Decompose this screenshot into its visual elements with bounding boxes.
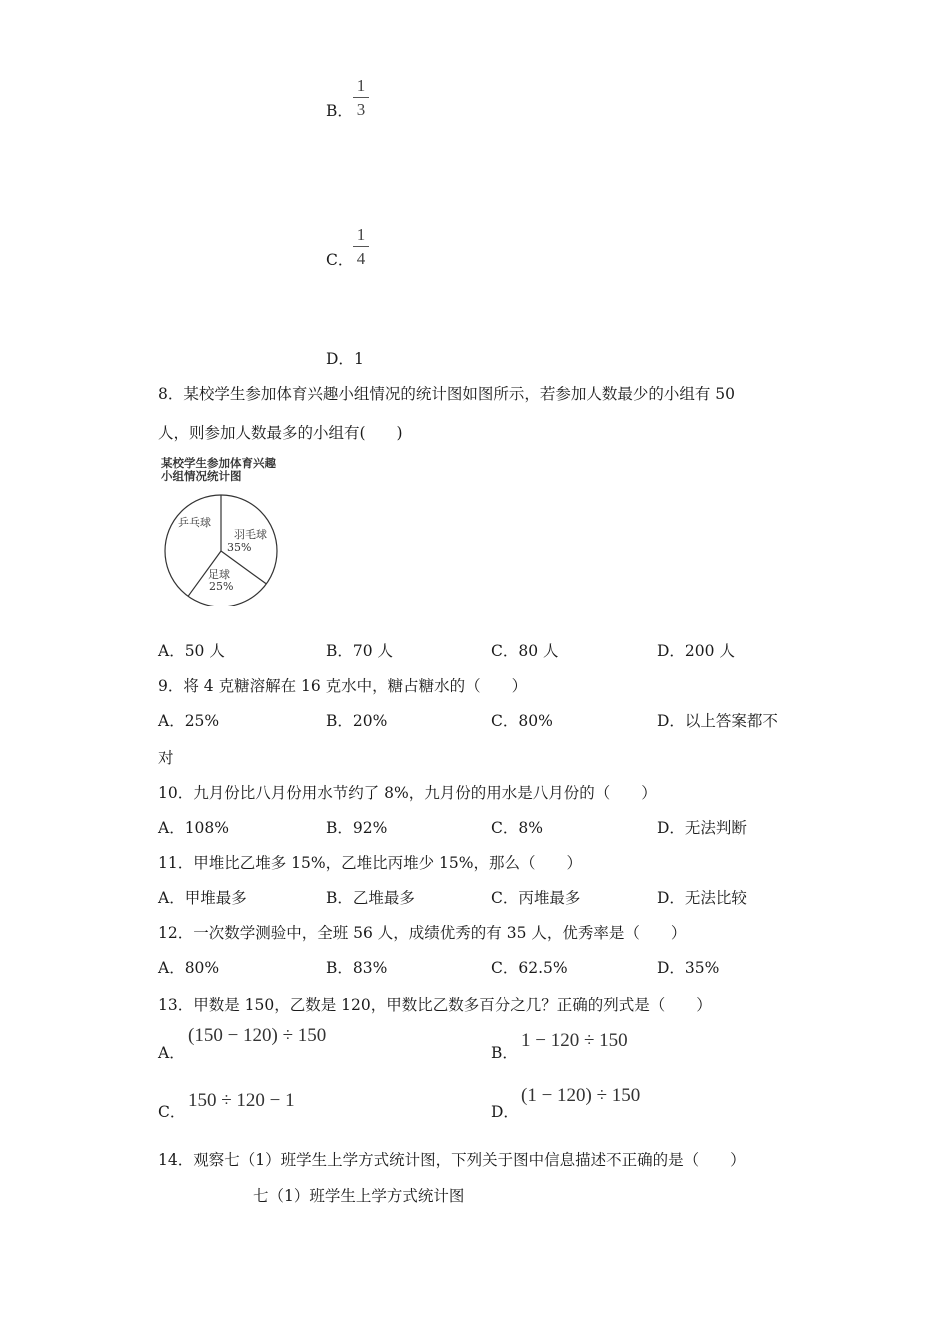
- chart-title-line2: 小组情况统计图: [161, 469, 242, 483]
- q13-option-a-expr: (150 − 120) ÷ 150: [188, 1025, 327, 1046]
- q10-option-a: A．108%: [158, 819, 230, 837]
- fraction-bar: [353, 97, 369, 98]
- q12-option-b: B．83%: [326, 959, 388, 977]
- fraction-denominator: 4: [356, 249, 366, 268]
- q13-option-c-expr: 150 ÷ 120 − 1: [188, 1090, 295, 1111]
- slice-percent-badminton: 35%: [227, 541, 252, 554]
- q13-option-b-label: B．: [491, 1044, 518, 1062]
- q12-option-d: D．35%: [657, 959, 720, 977]
- fraction-numerator: 1: [356, 76, 366, 95]
- fraction-denominator: 3: [356, 100, 366, 119]
- q7-option-d-value: 1: [353, 350, 364, 368]
- fraction-numerator: 1: [356, 225, 366, 244]
- fraction-bar: [353, 246, 369, 247]
- q12-option-a: A．80%: [158, 959, 220, 977]
- q8-option-a: A．50 人: [158, 642, 225, 660]
- q13-option-b-expr: 1 − 120 ÷ 150: [521, 1030, 628, 1051]
- q13-option-d-expr: (1 − 120) ÷ 150: [521, 1085, 641, 1106]
- q8-option-c: C．80 人: [491, 642, 559, 660]
- q8-stem-line2: 人，则参加人数最多的小组有( ): [158, 424, 403, 442]
- q14-chart-title: 七（1）班学生上学方式统计图: [253, 1187, 465, 1205]
- q9-option-a: A．25%: [158, 712, 220, 730]
- q13-option-c-label: C．: [158, 1103, 186, 1121]
- q8-stem-line1: 8．某校学生参加体育兴趣小组情况的统计图如图所示，若参加人数最少的小组有 50: [158, 385, 736, 403]
- q8-pie-chart: [158, 456, 298, 606]
- q11-option-c: C．丙堆最多: [491, 889, 581, 907]
- q7-option-d: [326, 349, 364, 369]
- q11-option-d: D．无法比较: [657, 889, 747, 907]
- q11-option-a: A．甲堆最多: [158, 889, 247, 907]
- q10-stem: 10．九月份比八月份用水节约了 8%，九月份的用水是八月份的（ ）: [158, 784, 657, 802]
- q7-option-c-label: C．: [326, 251, 354, 269]
- q9-option-b: B．20%: [326, 712, 388, 730]
- q9-option-d-wrap: 对: [158, 749, 174, 767]
- q8-option-b: B．70 人: [326, 642, 394, 660]
- slice-label-football: 足球: [208, 568, 230, 581]
- q14-stem: 14．观察七（1）班学生上学方式统计图，下列关于图中信息描述不正确的是（ ）: [158, 1151, 746, 1169]
- q8-option-d: D．200 人: [657, 642, 735, 660]
- q7-option-b-fraction: [353, 76, 369, 120]
- slice-label-badminton: 羽毛球: [234, 528, 267, 541]
- q12-option-c: C．62.5%: [491, 959, 568, 977]
- q11-stem: 11．甲堆比乙堆多 15%，乙堆比丙堆少 15%，那么（ ）: [158, 854, 582, 872]
- q10-option-b: B．92%: [326, 819, 388, 837]
- q9-stem: 9．将 4 克糖溶解在 16 克水中，糖占糖水的（ ）: [158, 677, 528, 695]
- q7-option-c-fraction: [353, 225, 369, 269]
- q10-option-c: C．8%: [491, 819, 543, 837]
- slice-percent-football: 25%: [209, 580, 234, 593]
- pie-svg: [158, 456, 298, 606]
- q7-option-d-label: D．: [326, 350, 354, 368]
- slice-label-pingpong: 乒乓球: [178, 516, 211, 529]
- q7-option-b-label: B．: [326, 102, 353, 120]
- q13-stem: 13．甲数是 150，乙数是 120，甲数比乙数多百分之几？正确的列式是（ ）: [158, 996, 712, 1014]
- q13-option-d-label: D．: [491, 1103, 519, 1121]
- q13-option-a-label: A．: [158, 1044, 185, 1062]
- q9-option-d: D．以上答案都不: [657, 712, 778, 730]
- q12-stem: 12．一次数学测验中，全班 56 人，成绩优秀的有 35 人，优秀率是（ ）: [158, 924, 687, 942]
- chart-title-line1: 某校学生参加体育兴趣: [161, 456, 276, 470]
- q11-option-b: B．乙堆最多: [326, 889, 415, 907]
- q10-option-d: D．无法判断: [657, 819, 747, 837]
- q9-option-c: C．80%: [491, 712, 553, 730]
